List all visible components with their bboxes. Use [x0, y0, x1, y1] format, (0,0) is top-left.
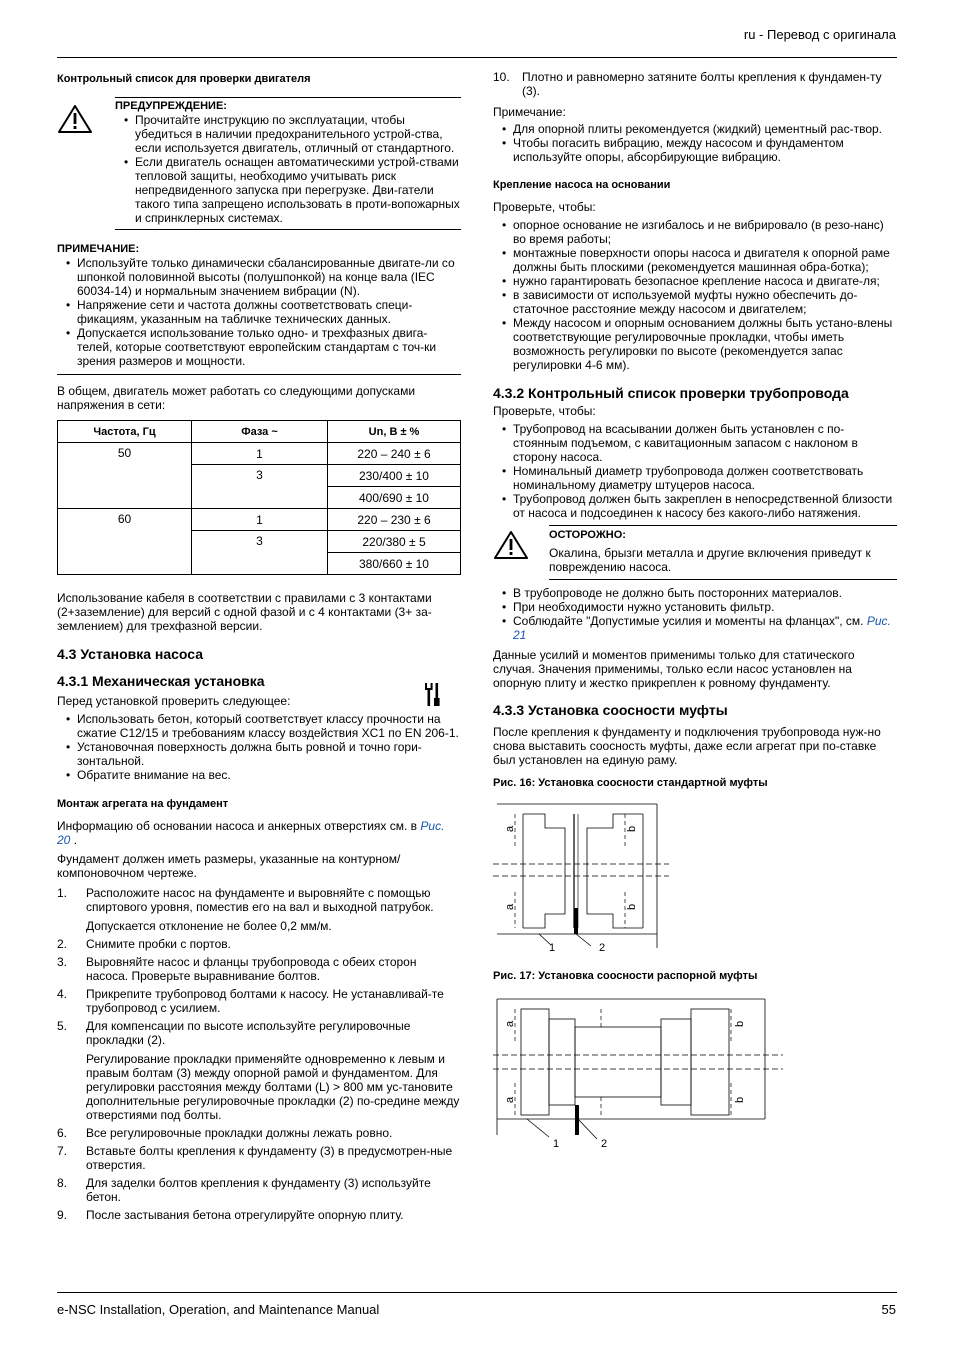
section-4-3-3-title: 4.3.3 Установка соосности муфты [493, 702, 728, 718]
fig16-label-2: 2 [599, 942, 606, 954]
list-item: • Обратите внимание на вес. [57, 768, 461, 782]
note-list [57, 256, 461, 368]
fig16-label-a-top: a [504, 825, 516, 832]
figure-21-link[interactable]: Рис. 21 [513, 614, 891, 642]
warning-list [115, 113, 461, 225]
tools-icon [425, 681, 441, 710]
fig16-label-1: 1 [549, 942, 556, 954]
motor-checklist-title: Контрольный список для проверки двигателя [57, 73, 311, 85]
fig17-label-1: 1 [553, 1138, 560, 1150]
caution-title: ОСТОРОЖНО: [549, 529, 626, 541]
table-cell-phase: 1 [192, 443, 328, 465]
mount-intro: Проверьте, чтобы: [493, 200, 596, 214]
list-item: 8. Для заделки болтов крепления к фундаменту (3) используйте бетон. [57, 1176, 431, 1204]
table-cell-voltage: 220 – 230 ± 6 [328, 509, 461, 531]
section-4-3-title: 4.3 Установка насоса [57, 646, 204, 662]
table-cell-voltage: 230/400 ± 10 [328, 465, 461, 487]
list-item: 4. Прикрепите трубопровод болтами к насосу. Не устанавливай-те трубопровод с усилием. [57, 987, 444, 1015]
installation-steps-continued [493, 70, 897, 98]
installation-steps [57, 886, 461, 1222]
figure-20-link[interactable]: Рис. 20 [57, 819, 445, 847]
fig16-label-b-bottom: b [626, 903, 638, 910]
warning-icon [57, 98, 115, 225]
foundation-info [57, 819, 461, 847]
section-4-3-3-text: После крепления к фундаменту и подключения трубопровода нуж-но снова выставить соосность муфты, даже если агрегат при по-ставке был установлен на единую раму. [493, 725, 881, 767]
footer-page-number: 55 [881, 1302, 896, 1317]
note-title: ПРИМЕЧАНИЕ: [57, 243, 140, 255]
fig17-label-a-bottom: a [504, 1096, 516, 1103]
left-column [57, 70, 461, 1226]
list-item: 6. Все регулировочные прокладки должны лежать ровно. [57, 1126, 393, 1140]
fig17-label-b-top: b [734, 1020, 746, 1027]
fig17-label-b-bottom: b [734, 1096, 746, 1103]
fig17-label-a-top: a [504, 1020, 516, 1027]
list-item: • Чтобы погасить вибрацию, между насосом и фундаментом используйте опоры, абсорбирующие вибрацию. [493, 136, 897, 164]
table-cell-frequency: 50 [58, 443, 192, 509]
mount-title: Крепление насоса на основании [493, 179, 671, 191]
warning-title: ПРЕДУПРЕЖДЕНИЕ: [115, 100, 227, 112]
table-cell-phase: 1 [192, 509, 328, 531]
list-item: • Установочная поверхность должна быть ровной и точно гори-зонтальной. [57, 740, 461, 768]
section-4-3-1-intro: Перед установкой проверить следующее: [57, 694, 291, 708]
header-language-label: ru - Перевод с оригинала [743, 27, 896, 42]
list-item: 3. Выровняйте насос и фланцы трубопровода с обеих сторон насоса. Проверьте выравнивание болтов. [57, 955, 417, 983]
fig16-label-b-top: b [626, 825, 638, 832]
header-rule [57, 57, 897, 58]
fig16-label-a-bottom: a [504, 903, 516, 910]
list-item: • Если двигатель оснащен автоматическими устрой-ствами тепловой защиты, необходимо учитывать риск непредвиденного запуска при перегрузке. Дви-гатели такого типа запрещено использовать в проти-вопожарных и спринклерных системах. [115, 155, 461, 225]
caution-notice [493, 526, 897, 574]
figure-16-coupling-diagram [493, 800, 673, 960]
note-label: Примечание: [493, 105, 566, 119]
list-item: • При необходимости нужно установить фильтр. [493, 600, 897, 614]
list-item: • опорное основание не изгибалось и не вибрировало (в резо-нанс) во время работы; [493, 218, 897, 246]
table-header: Un, В ± % [328, 421, 461, 443]
foundation-info-text: Информацию об основании насоса и анкерных отверстиях см. в [57, 819, 418, 833]
list-item: • Для опорной плиты рекомендуется (жидкий) цементный рас-твор. [493, 122, 897, 136]
list-item: 2. Снимите пробки с портов. [57, 937, 231, 951]
figure-17-coupling-diagram [493, 995, 783, 1165]
table-cell-voltage: 220/380 ± 5 [328, 531, 461, 553]
list-item: • Номинальный диаметр трубопровода должен соответствовать номинальному диаметру штуцеров насоса. [493, 464, 897, 492]
list-item: • Соблюдайте "Допустимые усилия и моменты на фланцах", см. Рис. 21 [493, 614, 897, 642]
table-header: Фаза ~ [192, 421, 328, 443]
table-header: Частота, Гц [58, 421, 192, 443]
list-item: • В трубопроводе не должно быть посторонних материалов. [493, 586, 897, 600]
table-cell-frequency: 60 [58, 509, 192, 575]
foundation-dims-text: Фундамент должен иметь размеры, указанные на контурном/ компоновочном чертеже. [57, 852, 401, 880]
list-item: • Допускается использование только одно- и трехфазных двига-телей, которые соответствуют европейским стандартам с точ-ки зрения размеров и мощности. [57, 326, 461, 368]
list-item: 1. Расположите насос на фундаменте и выровняйте с помощью спиртового уровня, поместив его на вал и выходной патрубок. Допускается отклонение не более 0,2 мм/м. [57, 886, 434, 933]
list-item: 5. Для компенсации по высоте используйте регулировочные прокладки (2). Регулирование прокладки применяйте одновременно к левым и правым болтам (3) между опорной рамой и фундаментом. Для регулировки расстояния между болтами (L) > 800 мм ус-тановите дополнительные регулировочные прокладки (2) по-средине между отверстиями под болты. [57, 1019, 460, 1122]
list-item: • Напряжение сети и частота должны соответствовать специ-фикациям, указанным на табличке технических данных. [57, 298, 461, 326]
list-item: • Используйте только динамически сбалансированные двигате-ли со шпонкой половинной высоты (полушпонкой) на конце вала (IEC 60034-14) и нормальным значением вибрации (N). [57, 256, 461, 298]
table-cell-voltage: 380/660 ± 10 [328, 553, 461, 575]
list-item: • нужно гарантировать безопасное крепление насоса и двигате-ля; [493, 274, 897, 288]
foundation-info-end: . [73, 833, 78, 847]
table-cell-phase: 3 [192, 465, 328, 509]
figure-16-caption: Рис. 16: Установка соосности стандартной муфты [493, 777, 768, 789]
footer-rule [57, 1292, 897, 1293]
table-cell-phase: 3 [192, 531, 328, 575]
figure-17-caption: Рис. 17: Установка соосности распорной муфты [493, 970, 758, 982]
section-4-3-1-list [57, 712, 461, 782]
forces-text: Данные усилий и моментов применимы только для статического случая. Значения применимы, только если насос установлен на опорную плиту и жестко прикреплен к ровному фундаменту. [493, 648, 855, 690]
list-item: • монтажные поверхности опоры насоса и двигателя к опорной раме должны быть плоскими (рекомендуется машинная обра-ботка); [493, 246, 897, 274]
caution-text: Окалина, брызги металла и другие включения приведут к повреждению насоса. [549, 546, 871, 574]
note-list [493, 122, 897, 164]
warning-notice [57, 98, 461, 225]
caution-icon [493, 526, 549, 574]
list-item: • Трубопровод на всасывании должен быть установлен с по-стоянным подъемом, с кавитационным запасом с наклоном в сторону насоса. [493, 422, 897, 464]
right-column [493, 70, 897, 1165]
table-cell-voltage: 400/690 ± 10 [328, 487, 461, 509]
tolerance-table [57, 420, 461, 575]
caution-bottom-rule [549, 579, 897, 580]
list-item: • Между насосом и опорным основанием должны быть устано-влены соответствующие регулировочные прокладки, чтобы иметь возможность регулировки по высоте (рекомендуется запас регулировки 4-6 мм). [493, 316, 897, 372]
section-4-3-2-title: 4.3.2 Контрольный список проверки трубопровода [493, 385, 849, 401]
mount-list [493, 218, 897, 372]
list-item: 7. Вставьте болты крепления к фундаменту (3) в предусмотрен-ные отверстия. [57, 1144, 453, 1172]
section-4-3-2-intro: Проверьте, чтобы: [493, 404, 596, 418]
list-item: • в зависимости от используемой муфты нужно обеспечить до-статочное расстояние между насосом и двигателем; [493, 288, 897, 316]
table-cell-voltage: 220 – 240 ± 6 [328, 443, 461, 465]
pipeline-list [493, 586, 897, 642]
tolerance-intro: В общем, двигатель может работать со следующими допусками напряжения в сети: [57, 384, 416, 412]
list-item: 10. Плотно и равномерно затяните болты крепления к фундамен-ту (3). [493, 70, 882, 98]
section-4-3-2-list [493, 422, 897, 520]
warning-bottom-rule [115, 229, 461, 230]
footer-manual-title: e-NSC Installation, Operation, and Maintenance Manual [57, 1302, 380, 1317]
foundation-title: Монтаж агрегата на фундамент [57, 798, 229, 810]
cable-text: Использование кабеля в соответствии с правилами с 3 контактами (2+заземление) для версий с одной фазой и с 4 контактами (3+ за-землением) для трехфазной версии. [57, 591, 432, 633]
section-4-3-1-title: 4.3.1 Механическая установка [57, 673, 265, 689]
list-item: • Использовать бетон, который соответствует классу прочности на сжатие C12/15 и требованиям классу воздействия XC1 по EN 206-1. [57, 712, 461, 740]
list-item: • Прочитайте инструкцию по эксплуатации, чтобы убедиться в наличии предохранительного устрой-ства, если используется двигатель, отличный от стандартного. [115, 113, 461, 155]
list-item: 9. После застывания бетона отрегулируйте опорную плиту. [57, 1208, 404, 1222]
fig17-label-2: 2 [601, 1138, 608, 1150]
note-bottom-rule [57, 374, 461, 375]
list-item: • Трубопровод должен быть закреплен в непосредственной близости от насоса и подсоединен к насосу без какого-либо натяжения. [493, 492, 897, 520]
